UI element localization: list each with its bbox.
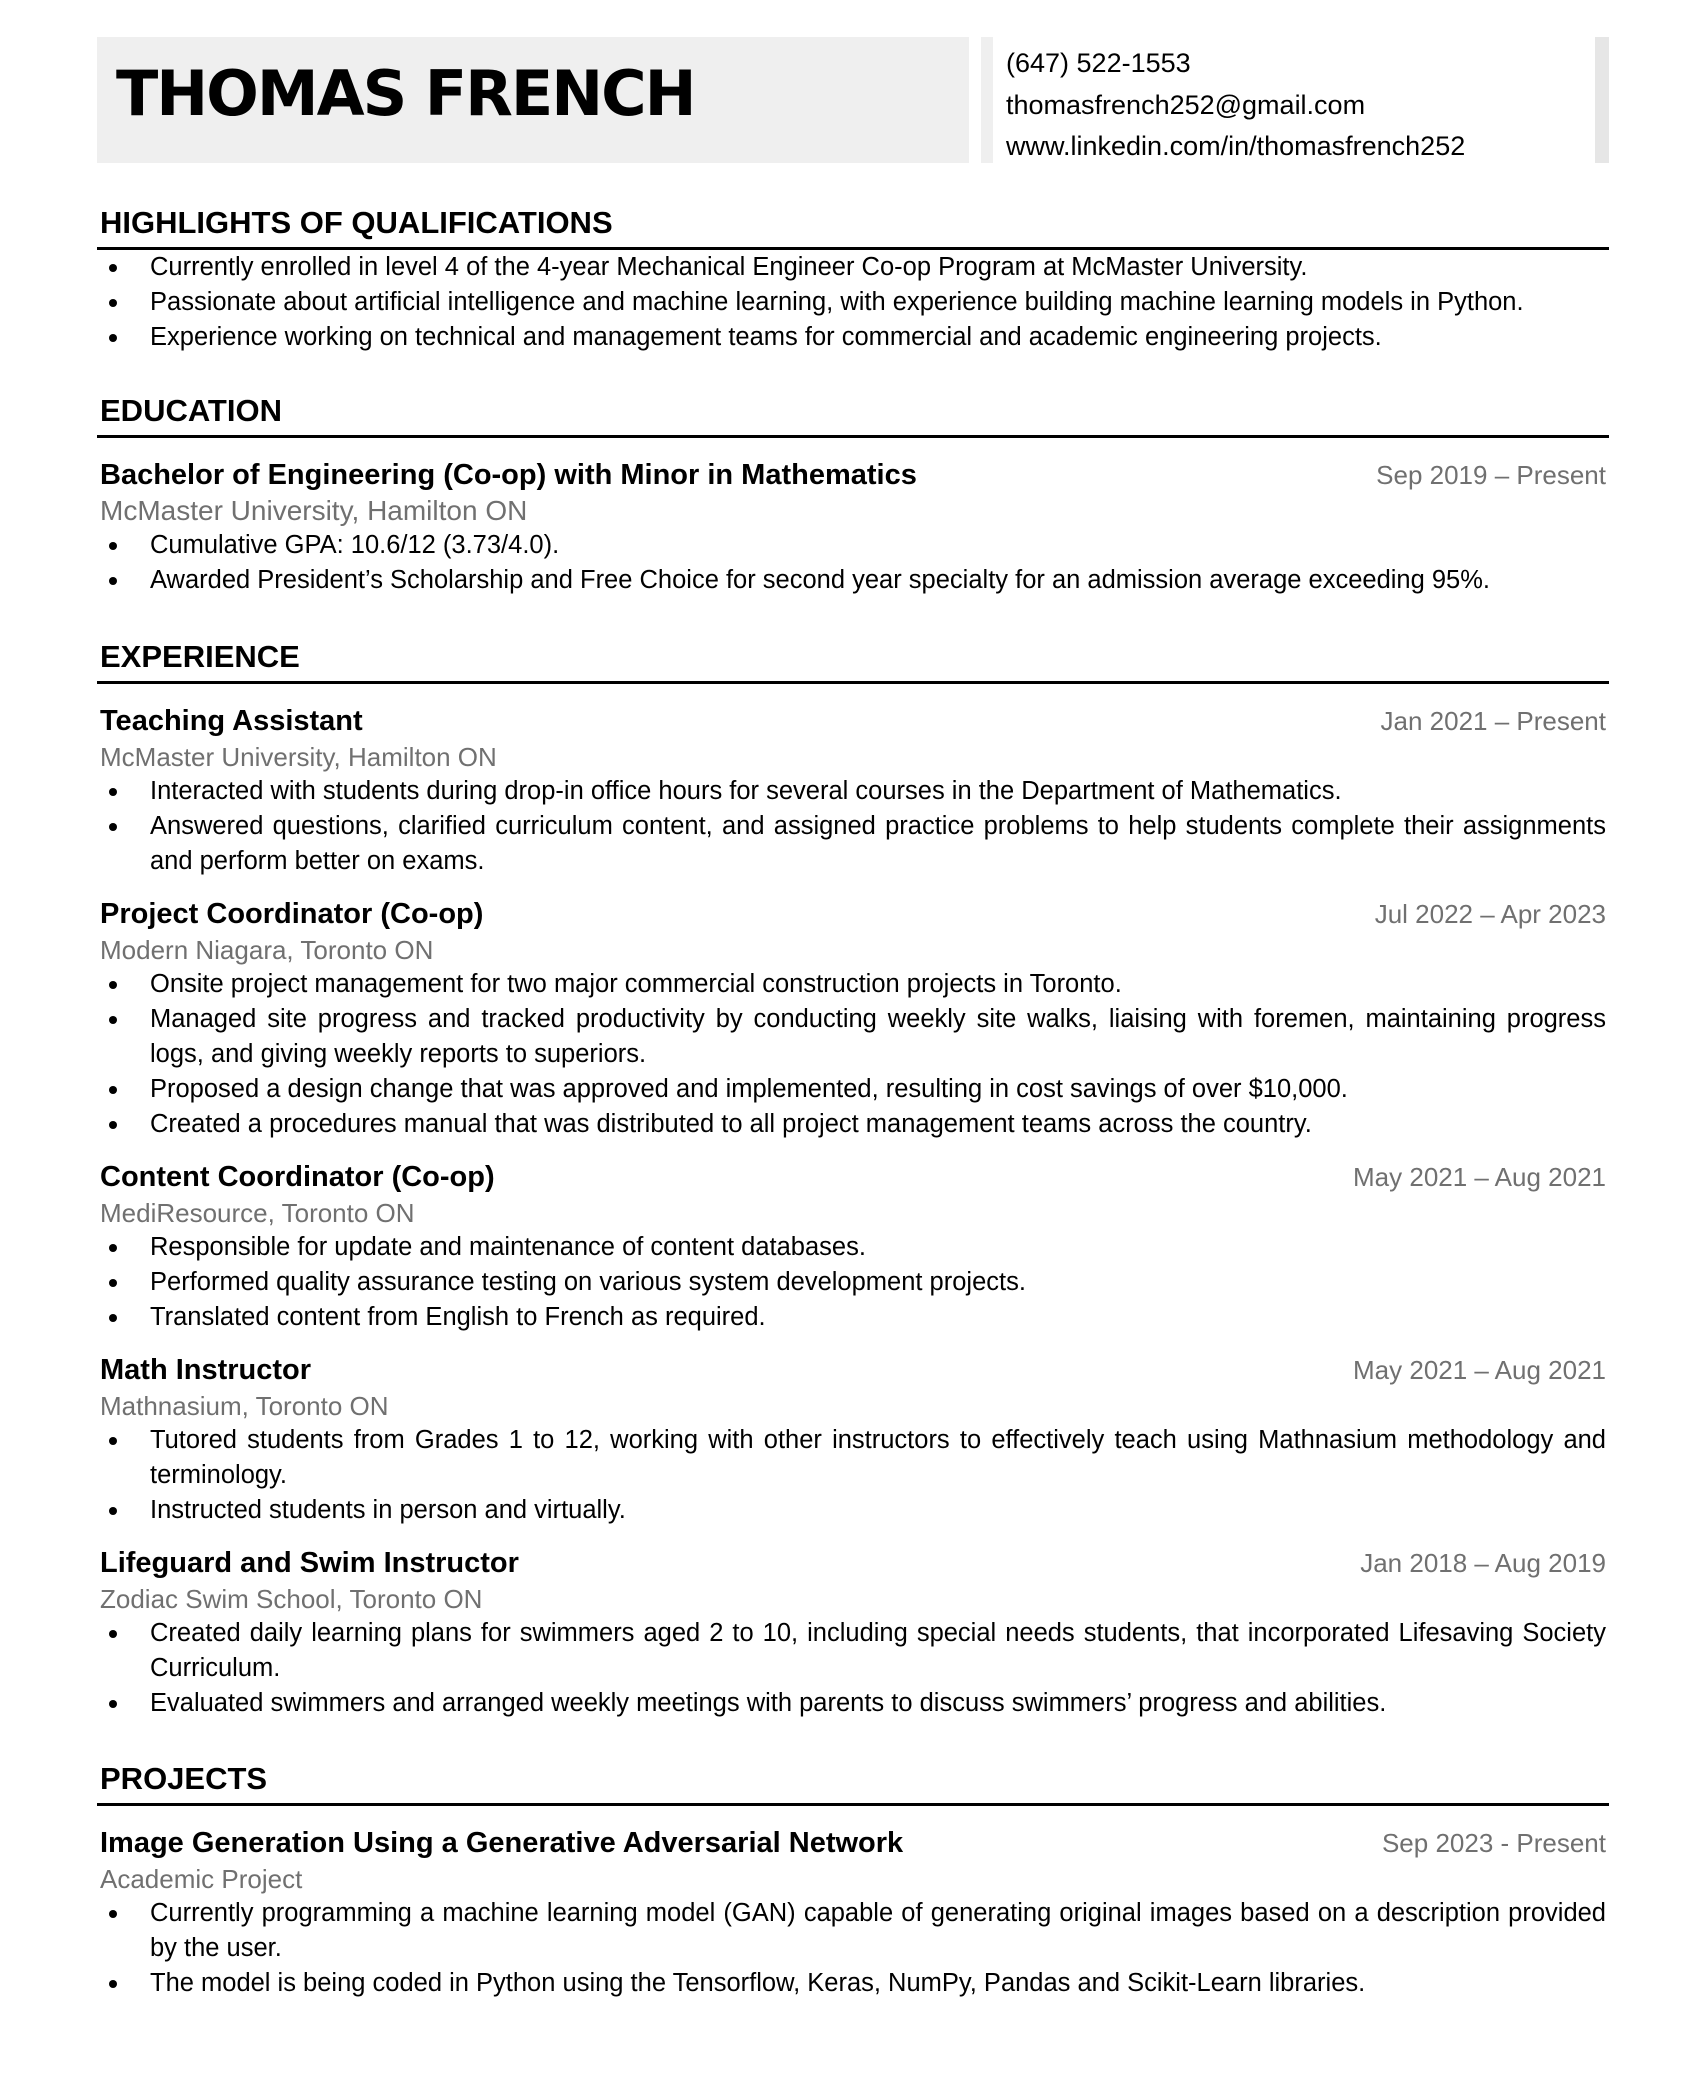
date-range: Sep 2019 – Present	[1376, 460, 1606, 490]
entry-header	[97, 1159, 1609, 1196]
job-title: Content Coordinator (Co-op)	[100, 1161, 495, 1193]
employer: MediResource, Toronto ON	[100, 1198, 415, 1228]
employer: Modern Niagara, Toronto ON	[100, 935, 434, 965]
resume-page	[97, 37, 1609, 2001]
job-duties	[97, 1423, 1609, 1528]
degree-title: Bachelor of Engineering (Co-op) with Minor in Mathematics	[100, 459, 917, 491]
job-title: Lifeguard and Swim Instructor	[100, 1547, 519, 1579]
name-banner	[97, 37, 969, 163]
list-item: Managed site progress and tracked productivity by conducting weekly site walks, liaising with foremen, maintaining progress logs, and giving weekly reports to superiors.	[97, 1002, 1609, 1072]
list-item: Translated content from English to French as required.	[97, 1300, 1609, 1335]
list-item: Answered questions, clarified curriculum content, and assigned practice problems to help students complete their assignments and perform better on exams.	[97, 809, 1609, 879]
highlights-section	[97, 207, 1609, 355]
job-duties	[97, 774, 1609, 879]
contact-block	[981, 37, 1609, 163]
date-range: Jul 2022 – Apr 2023	[1374, 899, 1606, 929]
list-item: Instructed students in person and virtually.	[97, 1493, 1609, 1528]
job-duties	[97, 967, 1609, 1142]
job-entry	[97, 896, 1609, 1142]
project-title: Image Generation Using a Generative Adversarial Network	[100, 1827, 904, 1859]
entry-header	[97, 1352, 1609, 1389]
list-item: Created a procedures manual that was distributed to all project management teams across the country.	[97, 1107, 1609, 1142]
job-entry	[97, 703, 1609, 879]
entry-header	[97, 703, 1609, 740]
list-item: Tutored students from Grades 1 to 12, working with other instructors to effectively teach using Mathnasium methodology and terminology.	[97, 1423, 1609, 1493]
date-range: Jan 2018 – Aug 2019	[1360, 1548, 1606, 1578]
school-name: McMaster University, Hamilton ON	[100, 495, 528, 526]
phone-number: (647) 522-1553	[1006, 48, 1191, 78]
list-item: Awarded President’s Scholarship and Free Choice for second year specialty for an admission average exceeding 95%.	[97, 563, 1609, 598]
entry-header	[97, 896, 1609, 933]
job-entry	[97, 1352, 1609, 1528]
list-item: Currently programming a machine learning model (GAN) capable of generating original images based on a description provided by the user.	[97, 1896, 1609, 1966]
list-item: Created daily learning plans for swimmers aged 2 to 10, including special needs students, that incorporated Lifesaving Society Curriculum.	[97, 1616, 1609, 1686]
date-range: Sep 2023 - Present	[1381, 1828, 1606, 1858]
employer: Zodiac Swim School, Toronto ON	[100, 1584, 483, 1614]
list-item: Evaluated swimmers and arranged weekly meetings with parents to discuss swimmers’ progress and abilities.	[97, 1686, 1609, 1721]
project-details	[97, 1896, 1609, 2001]
list-item: Interacted with students during drop-in office hours for several courses in the Department of Mathematics.	[97, 774, 1609, 809]
resume-header	[97, 37, 1609, 163]
list-item: Proposed a design change that was approved and implemented, resulting in cost savings of over $10,000.	[97, 1072, 1609, 1107]
list-item: Passionate about artificial intelligence and machine learning, with experience building machine learning models in Python.	[97, 285, 1609, 320]
project-entry	[97, 1825, 1609, 2001]
job-duties	[97, 1616, 1609, 1721]
entry-header	[97, 457, 1609, 494]
date-range: May 2021 – Aug 2021	[1353, 1162, 1606, 1192]
education-entry	[97, 457, 1609, 598]
job-title: Project Coordinator (Co-op)	[100, 898, 484, 930]
list-item: Experience working on technical and management teams for commercial and academic engineering projects.	[97, 320, 1609, 355]
highlights-list	[97, 250, 1609, 355]
job-duties	[97, 1230, 1609, 1335]
section-heading: HIGHLIGHTS OF QUALIFICATIONS	[97, 207, 1609, 250]
list-item: The model is being coded in Python using the Tensorflow, Keras, NumPy, Pandas and Scikit-Learn libraries.	[97, 1966, 1609, 2001]
projects-section	[97, 1763, 1609, 2001]
employer: McMaster University, Hamilton ON	[100, 742, 497, 772]
section-heading: EDUCATION	[97, 395, 1609, 438]
experience-section	[97, 641, 1609, 1721]
project-type: Academic Project	[100, 1864, 303, 1894]
job-title: Teaching Assistant	[100, 705, 363, 737]
entry-header	[97, 1825, 1609, 1862]
section-heading: PROJECTS	[97, 1763, 1609, 1806]
date-range: Jan 2021 – Present	[1380, 706, 1606, 736]
job-title: Math Instructor	[100, 1354, 312, 1386]
education-section	[97, 395, 1609, 598]
job-entry	[97, 1159, 1609, 1335]
date-range: May 2021 – Aug 2021	[1353, 1355, 1606, 1385]
section-heading: EXPERIENCE	[97, 641, 1609, 684]
linkedin-url[interactable]: www.linkedin.com/in/thomasfrench252	[1006, 131, 1466, 161]
candidate-name: THOMAS FRENCH	[116, 57, 695, 130]
email-address[interactable]: thomasfrench252@gmail.com	[1006, 90, 1366, 120]
education-details	[97, 528, 1609, 598]
list-item: Responsible for update and maintenance of content databases.	[97, 1230, 1609, 1265]
list-item: Currently enrolled in level 4 of the 4-year Mechanical Engineer Co-op Program at McMaster University.	[97, 250, 1609, 285]
job-entry	[97, 1545, 1609, 1721]
employer: Mathnasium, Toronto ON	[100, 1391, 389, 1421]
list-item: Cumulative GPA: 10.6/12 (3.73/4.0).	[97, 528, 1609, 563]
list-item: Onsite project management for two major commercial construction projects in Toronto.	[97, 967, 1609, 1002]
list-item: Performed quality assurance testing on various system development projects.	[97, 1265, 1609, 1300]
entry-header	[97, 1545, 1609, 1582]
